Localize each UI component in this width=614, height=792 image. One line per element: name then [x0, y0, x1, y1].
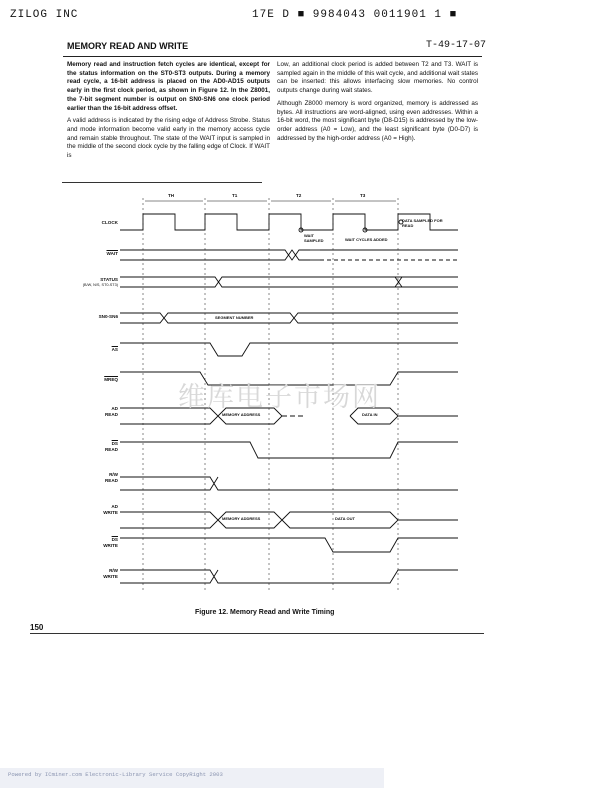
left-paragraph-1: Memory read and instruction fetch cycles are identical, except for the status information on the ST0-ST3 outputs. During a memory read cycle, a 16-bit address is placed on the AD0-AD15 outputs early in the first clock period, as shown in Figure 12. In the Z8001, the 7-bit segment number is output on SN0-SN6 one clock period earlier than the 16-bit address offset. [67, 61, 270, 112]
label-rw-write: R/W WRITE [103, 568, 118, 579]
title-rule [63, 56, 482, 57]
page-number: 150 [30, 623, 44, 632]
annotation-wait-sampled: WAIT SAMPLED [304, 233, 324, 243]
watermark: 维库电子市场网 [178, 382, 381, 412]
label-ds-write: $\overline{DS}$ WRITE [103, 537, 118, 548]
column-end-rule [62, 182, 262, 183]
column-left [67, 61, 270, 165]
page-rule [30, 633, 484, 634]
period-th: TH [168, 193, 175, 198]
label-clock: CLOCK [101, 220, 118, 225]
label-status: STATUS (B/W, N/S, ST0-ST3) [82, 277, 118, 287]
label-sn: SN0-SN6 [98, 314, 118, 319]
footer-text: Powered by ICminer.com Electronic-Library Service CopyRight 2003 [8, 771, 223, 778]
label-wait: WAIT [106, 251, 118, 256]
doc-code: T-49-17-07 [426, 40, 487, 51]
right-paragraph-1: Low, an additional clock period is added between T2 and T3. WAIT is sampled again in the middle of this wait cycle, and additional wait states can be inserted: this allows interfacing slow memories. No control outputs change during wait states. [277, 61, 478, 95]
header-company: ZILOG INC [10, 9, 79, 21]
annotation-memory-address-read: MEMORY ADDRESS [222, 412, 261, 417]
annotation-data-sampled: DATA SAMPLED FOR READ [402, 218, 443, 228]
annotation-wait-cycles: WAIT CYCLES ADDED [345, 237, 388, 242]
header-code-line: 17E D ■ 9984043 0011901 1 ■ [252, 9, 458, 21]
annotation-segment-number: SEGMENT NUMBER [215, 315, 254, 320]
label-ad-write: AD WRITE [103, 504, 118, 515]
label-as: $\overline{AS}$ [111, 347, 118, 352]
right-paragraph-2: Although Z8000 memory is word organized, memory is addressed as bytes. All instructions are word-aligned, using even addresses. Within a 16-bit word, the most significant byte (D8-D15) is addressed by the low-order address (A0 = Low), and the least significant byte (D0-D7) is addressed by the high-order address (A0 = High). [277, 99, 478, 142]
label-ad-read: AD READ [104, 406, 118, 417]
annotation-data-in: DATA IN [362, 412, 378, 417]
period-t1: T1 [232, 193, 238, 198]
left-paragraph-2: A valid address is indicated by the rising edge of Address Strobe. Status and mode information become valid early in the memory access cycle and remain stable throughout. The state of the WAIT input is sampled in the middle of the second clock cycle by the falling edge of Clock. If WAIT is [67, 117, 270, 160]
period-t3: T3 [360, 193, 366, 198]
column-right [277, 61, 478, 147]
annotation-data-out: DATA OUT [335, 516, 355, 521]
label-ds-read: $\overline{DS}$ READ [104, 441, 118, 452]
label-mreq: MREQ [104, 377, 118, 382]
figure-caption: Figure 12. Memory Read and Write Timing [195, 609, 335, 616]
label-rw-read: R/W READ [104, 472, 118, 483]
annotation-memory-address-write: MEMORY ADDRESS [222, 516, 261, 521]
period-t2: T2 [296, 193, 302, 198]
section-title: MEMORY READ AND WRITE [67, 41, 189, 51]
